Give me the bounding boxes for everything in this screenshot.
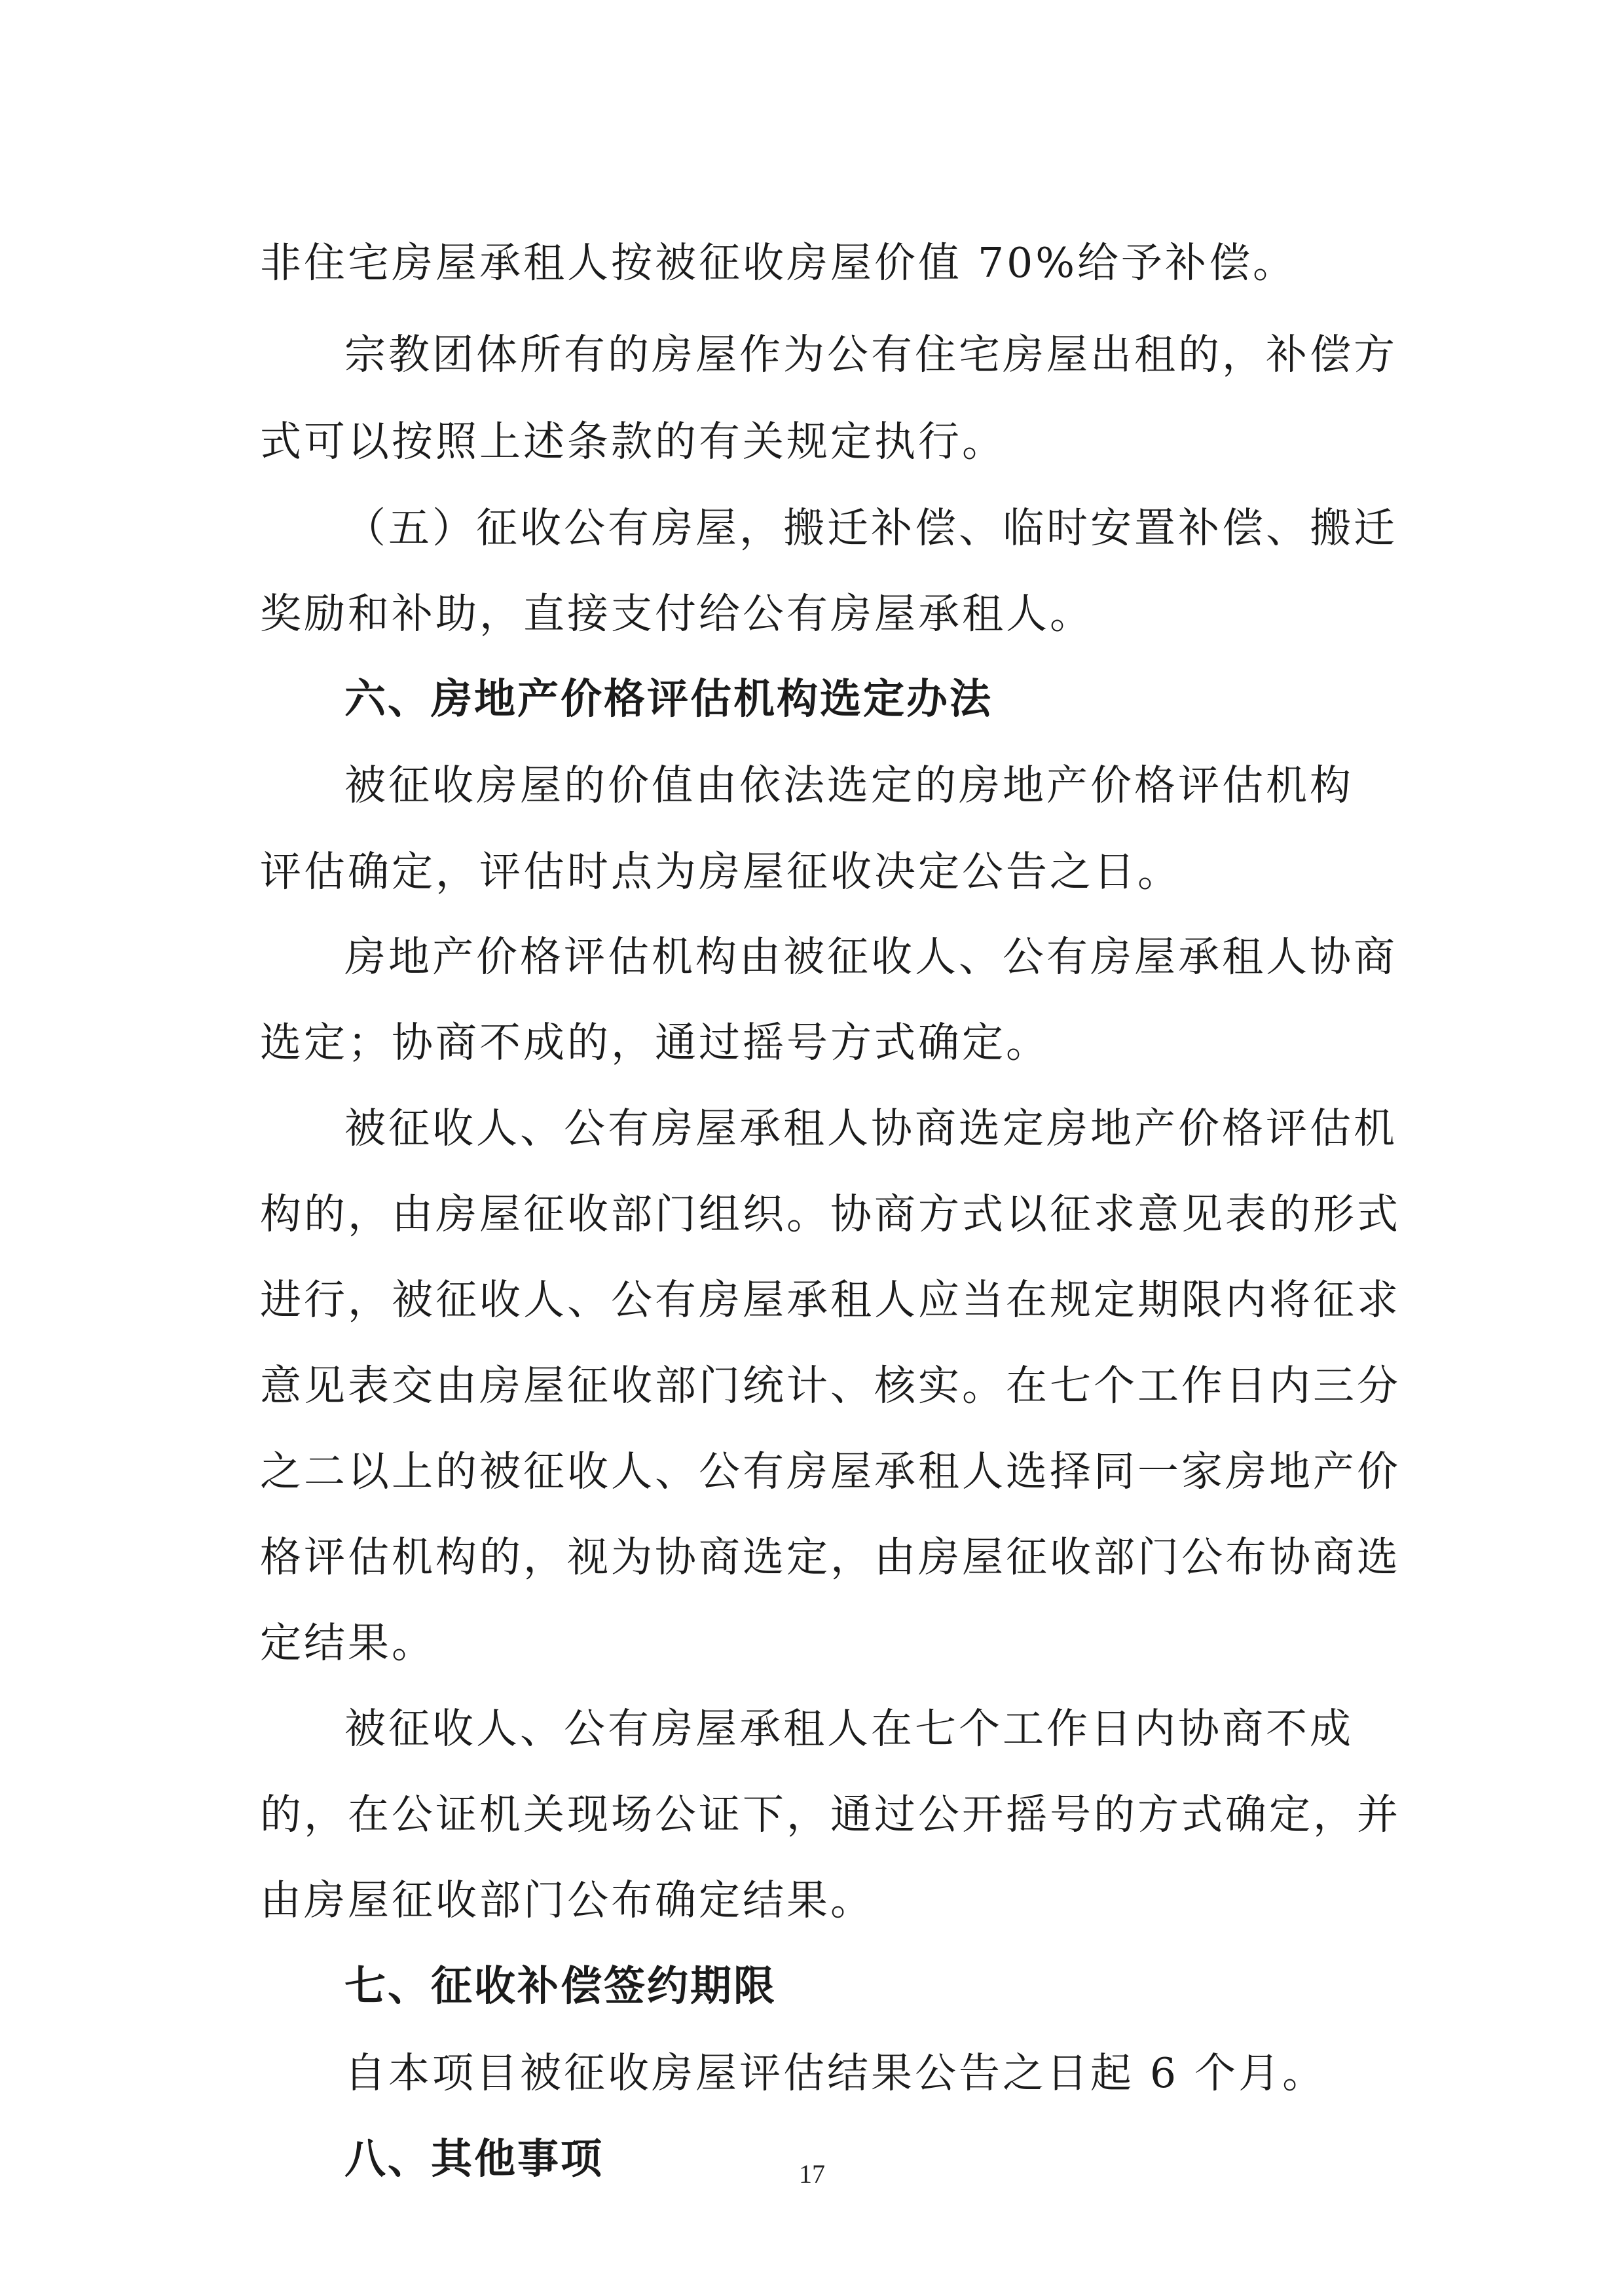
section-heading-6: 六、房地产价格评估机构选定办法 [344, 675, 993, 723]
body-line-5: 奖励和补助，直接支付给公有房屋承租人。 [260, 590, 1094, 638]
body-line-7: 被征收房屋的价值由依法选定的房地产价格评估机构 [344, 761, 1354, 809]
body-line-15: 之二以上的被征收人、公有房屋承租人选择同一家房地产价 [260, 1448, 1401, 1495]
body-line-16: 格评估机构的，视为协商选定，由房屋征收部门公布协商选 [260, 1533, 1401, 1581]
body-line-4: （五）征收公有房屋，搬迁补偿、临时安置补偿、搬迁 [344, 504, 1397, 552]
body-line-18: 被征收人、公有房屋承租人在七个工作日内协商不成 [344, 1705, 1354, 1753]
body-line-14: 意见表交由房屋征收部门统计、核实。在七个工作日内三分 [260, 1362, 1401, 1410]
body-line-11: 被征收人、公有房屋承租人协商选定房地产价格评估机 [344, 1104, 1397, 1152]
section-heading-8: 八、其他事项 [344, 2135, 604, 2183]
body-line-22: 自本项目被征收房屋评估结果公告之日起 6 个月。 [344, 2049, 1327, 2097]
body-line-1: 非住宅房屋承租人按被征收房屋价值 70%给予补偿。 [260, 239, 1297, 287]
page-number: 17 [799, 2159, 825, 2189]
body-line-2: 宗教团体所有的房屋作为公有住宅房屋出租的，补偿方 [344, 331, 1397, 378]
body-line-10: 选定；协商不成的，通过摇号方式确定。 [260, 1019, 1050, 1066]
section-heading-7: 七、征收补偿签约期限 [344, 1962, 777, 2010]
body-line-19: 的，在公证机关现场公证下，通过公开摇号的方式确定，并 [260, 1791, 1401, 1838]
body-line-3: 式可以按照上述条款的有关规定执行。 [260, 418, 1006, 465]
body-line-8: 评估确定，评估时点为房屋征收决定公告之日。 [260, 848, 1181, 896]
body-line-17: 定结果。 [260, 1619, 435, 1667]
body-line-13: 进行，被征收人、公有房屋承租人应当在规定期限内将征求 [260, 1276, 1401, 1324]
body-line-20: 由房屋征收部门公布确定结果。 [260, 1876, 874, 1924]
body-line-9: 房地产价格评估机构由被征收人、公有房屋承租人协商 [344, 933, 1397, 981]
body-line-12: 构的，由房屋征收部门组织。协商方式以征求意见表的形式 [260, 1190, 1401, 1238]
